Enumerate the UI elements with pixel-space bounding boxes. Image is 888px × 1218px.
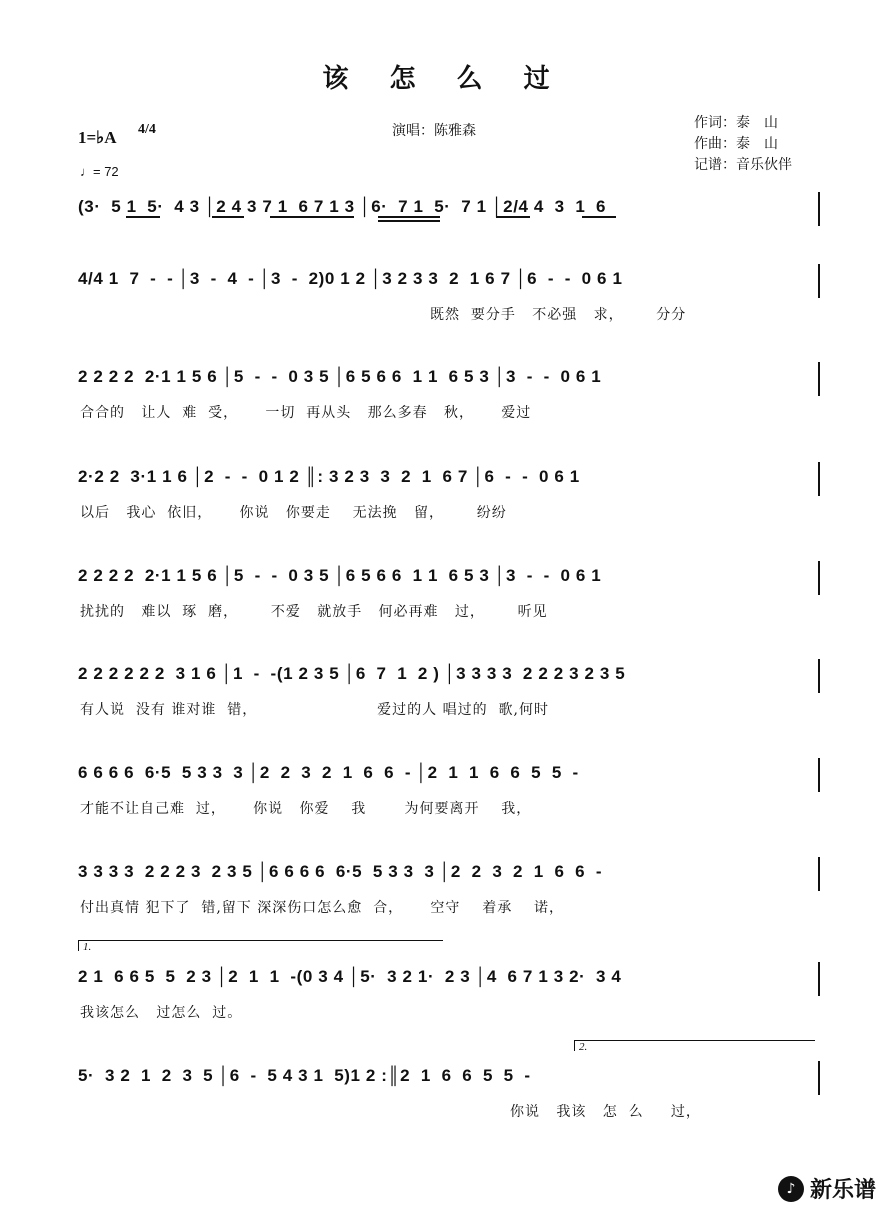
- system-end-barline: [818, 264, 820, 298]
- notation-system: (3· 5 1 5· 4 3 │2 4 3 7 1 6 7 1 3 │6· 7 1 5· 7 1 │2/4 4 3 1 6: [78, 197, 607, 216]
- site-logo[interactable]: [778, 1173, 876, 1204]
- volta-number: 1.: [83, 941, 92, 953]
- notation-system: 3 3 3 3 2 2 2 3 2 3 5 │6 6 6 6 6·5 5 3 3 3 │2 2 3 2 1 6 6 -: [78, 862, 603, 881]
- transcriber-credit: 记谱：音乐伙伴: [694, 157, 792, 173]
- song-title: 该 怎 么 过: [322, 64, 566, 94]
- system-end-barline: [818, 962, 820, 996]
- lyrics-line: 付出真情 犯下了 错,留下 深深伤口怎么愈 合， 空守 着承 诺，: [80, 900, 565, 916]
- system-end-barline: [818, 758, 820, 792]
- system-end-barline: [818, 857, 820, 891]
- system-end-barline: [818, 192, 820, 226]
- lyrics-line: 扰扰的 难以 琢 磨， 不爱 就放手 何必再难 过， 听见: [80, 604, 548, 620]
- first-ending-bracket: [78, 940, 443, 951]
- system-end-barline: [818, 659, 820, 693]
- notation-system: 2·2 2 3·1 1 6 │2 - - 0 1 2 ║: 3 2 3 3 2 1 6 7 │6 - - 0 6 1: [78, 467, 580, 486]
- lyrics-line: 才能不让自己难 过， 你说 你爱 我 为何要离开 我，: [80, 801, 532, 817]
- notation-system: 2 2 2 2 2 2 3 1 6 │1 - -(1 2 3 5 │6 7 1 2 ) │3 3 3 3 2 2 2 3 2 3 5: [78, 664, 626, 683]
- lyrics-line: 你说 我该 怎 么 过，: [510, 1104, 701, 1120]
- notation-system: 2 2 2 2 2·1 1 5 6 │5 - - 0 3 5 │6 5 6 6 1 1 6 5 3 │3 - - 0 6 1: [78, 566, 602, 585]
- lyricist-credit: 作词：泰 山: [694, 115, 778, 131]
- system-end-barline: [818, 362, 820, 396]
- lyrics-line: 合合的 让人 难 受， 一切 再从头 那么多春 秋， 爱过: [80, 405, 532, 421]
- notation-system: 2 2 2 2 2·1 1 5 6 │5 - - 0 3 5 │6 5 6 6 1 1 6 5 3 │3 - - 0 6 1: [78, 367, 602, 386]
- system-end-barline: [818, 1061, 820, 1095]
- key-signature: 1=♭A: [78, 128, 117, 147]
- time-signature: 4/4: [138, 122, 156, 137]
- second-ending-bracket: [574, 1040, 815, 1051]
- system-end-barline: [818, 462, 820, 496]
- notation-system: 2 1 6 6 5 5 2 3 │2 1 1 -(0 3 4 │5· 3 2 1· 2 3 │4 6 7 1 3 2· 3 4: [78, 967, 622, 986]
- notation-system: 6 6 6 6 6·5 5 3 3 3 │2 2 3 2 1 6 6 - │2 1 1 6 6 5 5 -: [78, 763, 579, 782]
- lyrics-line: 我该怎么 过怎么 过。: [80, 1005, 243, 1021]
- system-end-barline: [818, 561, 820, 595]
- music-disc-icon: ♪: [778, 1176, 804, 1202]
- tempo-marking: ♩= 72: [80, 164, 119, 179]
- lyrics-line: 既然 要分手 不必强 求， 分分: [430, 307, 687, 323]
- composer-credit: 作曲：泰 山: [694, 136, 778, 152]
- notation-system: 4/4 1 7 - - │3 - 4 - │3 - 2)0 1 2 │3 2 3 3 2 1 6 7 │6 - - 0 6 1: [78, 269, 623, 288]
- volta-number: 2.: [579, 1041, 588, 1053]
- singer-credit: 演唱：陈雅森: [392, 123, 476, 139]
- logo-text: 新乐谱: [809, 1178, 876, 1203]
- lyrics-line: 有人说 没有 谁对谁 错， 爱过的人 唱过的 歌,何时: [80, 702, 549, 718]
- lyrics-line: 以后 我心 依旧， 你说 你要走 无法挽 留， 纷纷: [80, 505, 507, 521]
- notation-system: 5· 3 2 1 2 3 5 │6 - 5 4 3 1 5)1 2 :║2 1 6 6 5 5 -: [78, 1066, 531, 1085]
